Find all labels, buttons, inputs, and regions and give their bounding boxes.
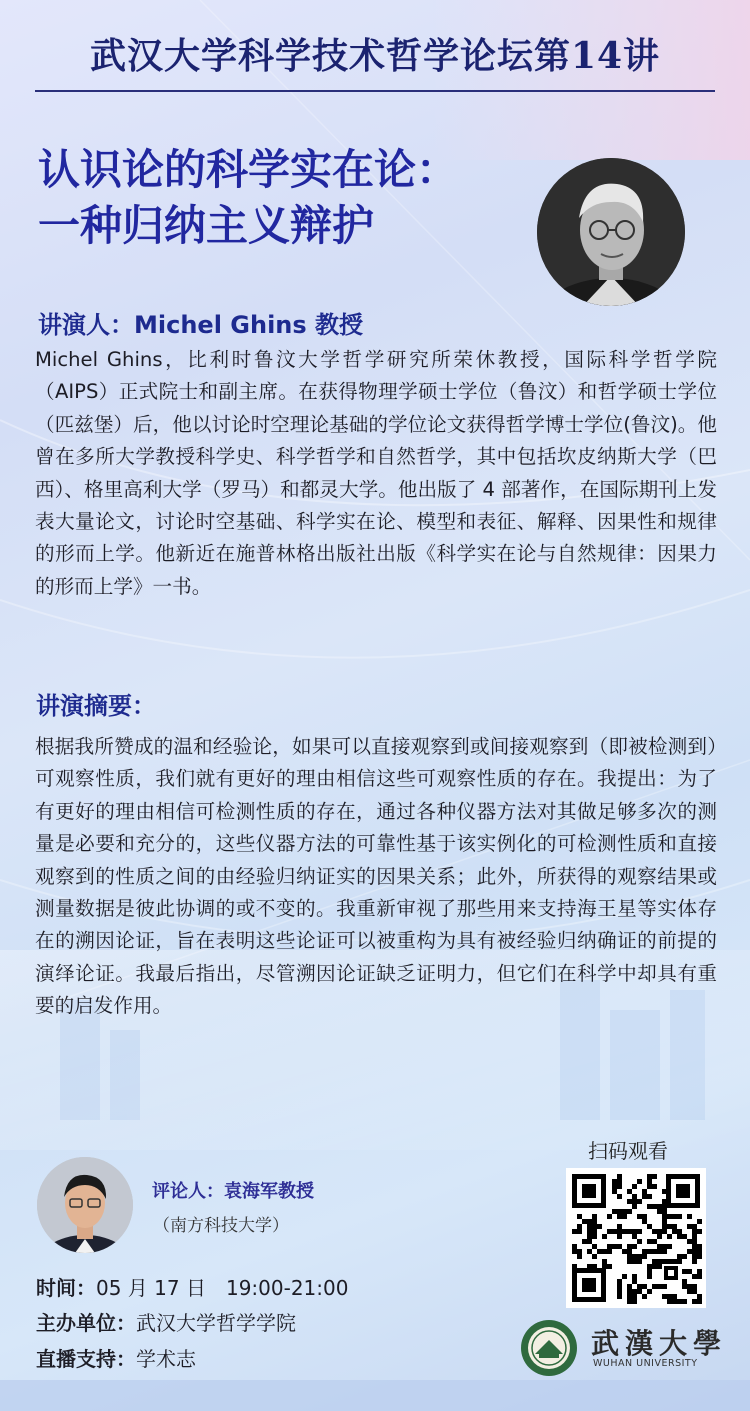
speaker-heading: 讲演人：Michel Ghins 教授 (38, 311, 364, 339)
stream-row (36, 1343, 196, 1372)
qr-code[interactable] (566, 1168, 706, 1308)
abstract-heading: 讲演摘要： (36, 692, 156, 720)
discussant-institution: （南方科技大学） (153, 1216, 289, 1236)
stream-value: 学术志 (136, 1347, 196, 1371)
host-value: 武汉大学哲学学院 (136, 1311, 296, 1335)
university-branding (519, 1318, 728, 1378)
series-title: 武汉大学科学技术哲学论坛第14讲 (89, 35, 661, 77)
qr-label: 扫码观看 (588, 1139, 668, 1163)
university-name-cn: 武漢大學 (591, 1327, 728, 1360)
speaker-portrait (537, 158, 685, 306)
university-seal-icon (519, 1318, 579, 1378)
host-row (36, 1307, 296, 1336)
university-name-en: WUHAN UNIVERSITY (593, 1358, 698, 1369)
speaker-bio: Michel Ghins，比利时鲁汶大学哲学研究所荣休教授，国际科学哲学院（AIPS）正式院士和副主席。在获得物理学硕士学位（鲁汶）和哲学硕士学位（匹兹堡）后，他以讨论时空理论基础的学位论文获得哲学博士学位(鲁汶)。他曾在多所大学教授科学史、科学哲学和自然哲学，其中包括坎皮纳斯大学（巴西）、格里高利大学（罗马）和都灵大学。他出版了 4 部著作，在国际期刊上发表大量论文，讨论时空基础、科学实在论、模型和表征、解释、因果性和规律的形而上学。他新近在施普林格出版社出版《科学实在论与自然规律：因果力的形而上学》一书。 (35, 348, 717, 598)
title-divider (35, 90, 715, 92)
talk-title-line-1: 认识论的科学实在论： (38, 145, 459, 194)
time-value: 05 月 17 日 19:00-21:00 (96, 1276, 349, 1300)
abstract-text: 根据我所赞成的温和经验论，如果可以直接观察到或间接观察到（即被检测到）可观察性质，我们就有更好的理由相信这些可观察性质的存在。我提出：为了有更好的理由相信可检测性质的存在，通过各种仪器方法对其做足够多次的测量是必要和充分的，这些仪器方法的可靠性基于该实例化的可检测性质和直接观察到的性质之间的由经验归纳证实的因果关系；此外，所获得的观察结果或测量数据是彼此协调的或不变的。我重新审视了那些用来支持海王星等实体存在的溯因论证，旨在表明这些论证可以被重构为具有被经验归纳确证的前提的演绎论证。我最后指出，尽管溯因论证缺乏证明力，但它们在科学中却具有重要的启发作用。 (35, 735, 717, 1018)
discussant-photo (37, 1157, 133, 1253)
time-label: 时间： (36, 1276, 96, 1300)
host-label: 主办单位： (36, 1311, 136, 1335)
stream-label: 直播支持： (36, 1347, 136, 1371)
talk-title (38, 142, 458, 254)
time-row (36, 1272, 348, 1301)
talk-title-line-2: 一种归纳主义辩护 (38, 201, 375, 250)
discussant-name: 评论人：袁海军教授 (152, 1181, 314, 1202)
